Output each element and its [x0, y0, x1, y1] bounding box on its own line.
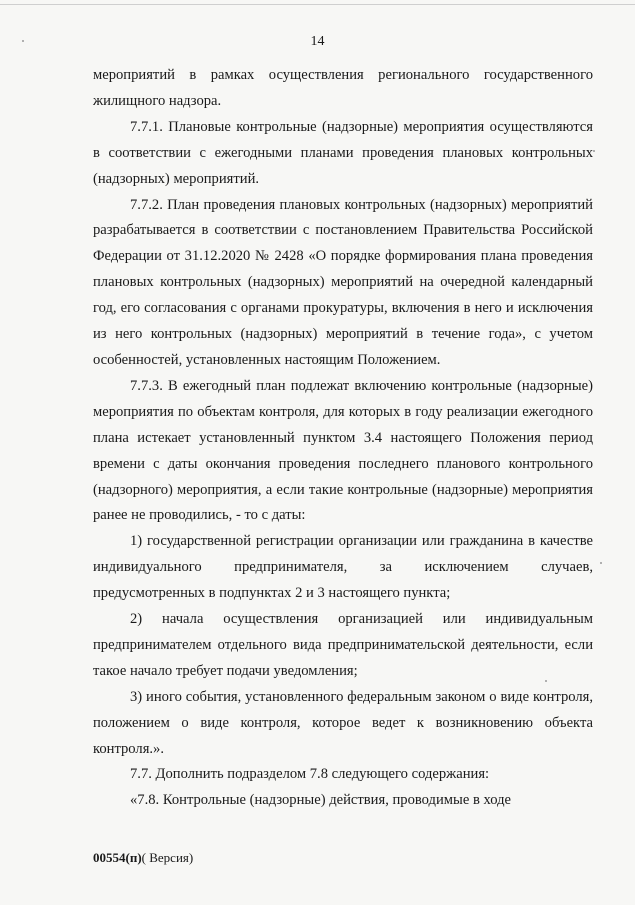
document-body	[93, 63, 593, 814]
list-item-3: 3) иного события, установленного федеральным законом о виде контроля, положением о виде контроля, которое ведет к возникновению объекта контроля.».	[93, 688, 593, 757]
document-footer-code	[93, 850, 193, 866]
list-item-2: 2) начала осуществления организацией или индивидуальным предпринимателем отдельного вида предпринимательской деятельности, если такое начало требует подачи уведомления;	[93, 611, 593, 679]
scan-speck	[600, 562, 602, 564]
scan-speck	[22, 40, 24, 42]
paragraph-7-7-2: 7.7.2. План проведения плановых контрольных (надзорных) мероприятий разрабатывается в соответствии с постановлением Правительства Российской Федерации от 31.12.2020 № 2428 «О порядке формирования плана проведения плановых контрольных (надзорных) мероприятий на очередной календарный год, его согласования с органами прокуратуры, включения в него и исключения из него контрольных (надзорных) мероприятий в течение года», с учетом особенностей, установленных настоящим Положением.	[93, 196, 593, 368]
list-item-1: 1) государственной регистрации организации или гражданина в качестве индивидуального предпринимателя, за исключением случаев, предусмотренных в подпунктах 2 и 3 настоящего пункта;	[93, 533, 593, 602]
page-number: 14	[310, 34, 325, 49]
scan-speck	[545, 680, 547, 682]
paragraph-7-7-1: 7.7.1. Плановые контрольные (надзорные) мероприятия осуществляются в соответствии с ежегодными планами проведения плановых контрольных (надзорных) мероприятий.	[93, 118, 593, 187]
paragraph-7-7-amend: 7.7. Дополнить подразделом 7.8 следующего содержания:	[130, 766, 490, 783]
scan-speck	[593, 150, 595, 152]
paragraph-7-7-3: 7.7.3. В ежегодный план подлежат включению контрольные (надзорные) мероприятия по объектам контроля, для которых в году реализации ежегодного плана истекает установленный пунктом 3.4 настоящего Положения период времени с даты окончания проведения последнего планового контрольного (надзорного) мероприятия, а если такие контрольные (надзорные) мероприятия ранее не проводились, - то с даты:	[93, 377, 593, 524]
paragraph-7-8-start: «7.8. Контрольные (надзорные) действия, проводимые в ходе	[130, 792, 512, 809]
paragraph-continuation: мероприятий в рамках осуществления регионального государственного жилищного надзора.	[93, 67, 593, 109]
scan-edge-line	[0, 4, 635, 5]
footer-code: 00554(п)	[93, 850, 142, 865]
footer-version: ( Версия)	[141, 850, 194, 865]
